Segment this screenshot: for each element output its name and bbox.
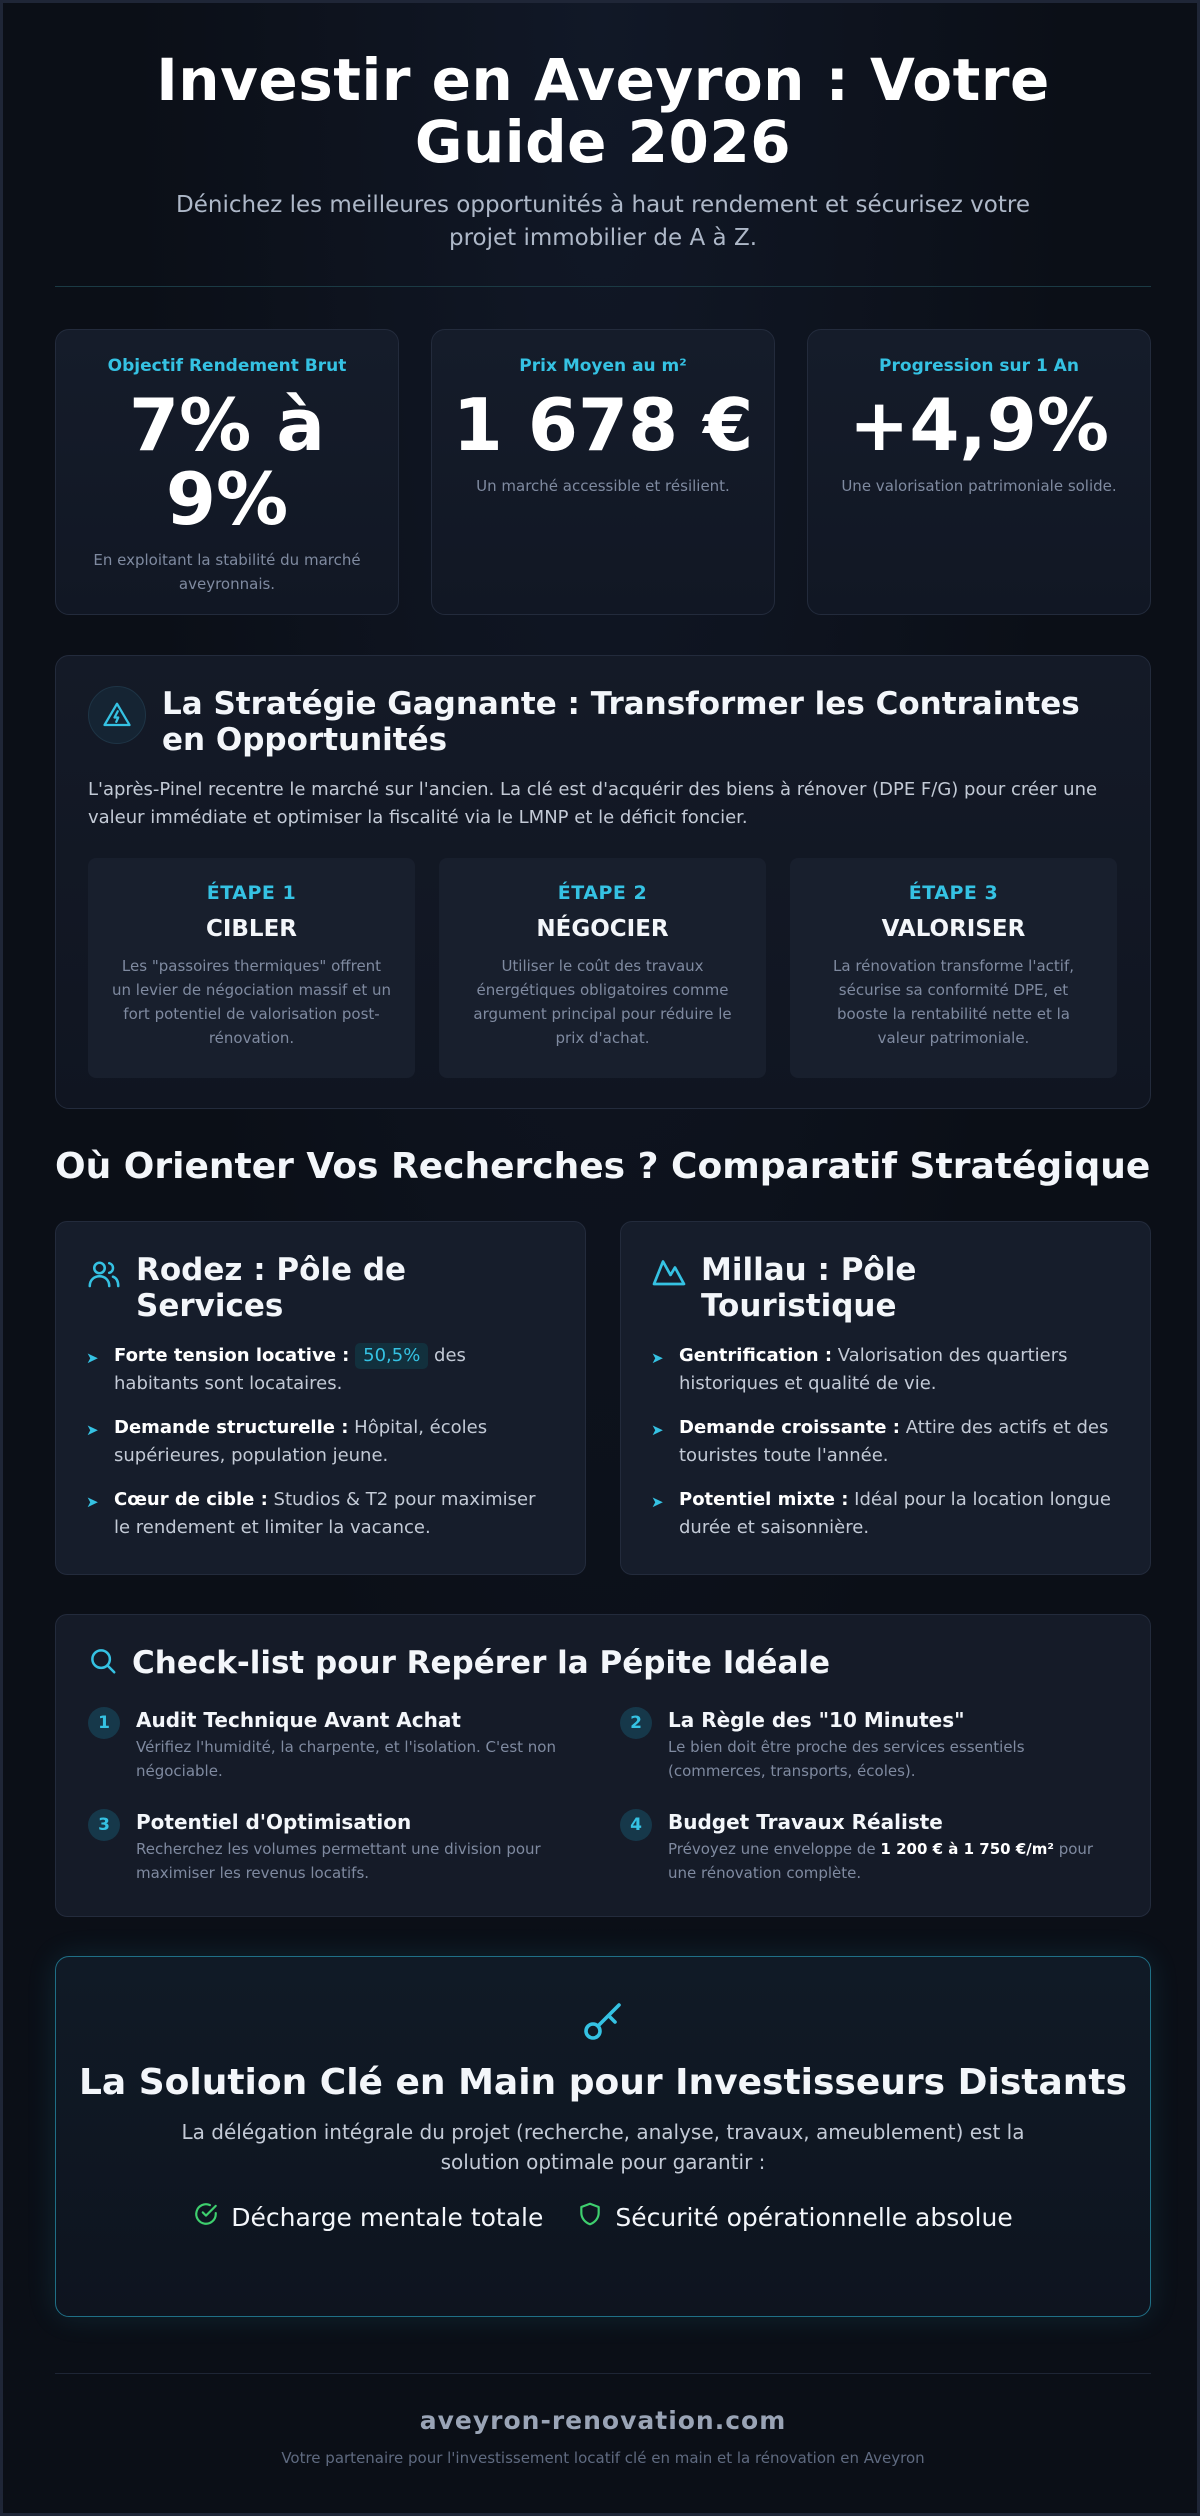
footer-site-link[interactable]: aveyron-renovation.com xyxy=(419,2406,787,2435)
step-text: Utiliser le coût des travaux énergétiques obligatoires comme argument principal pour réduire le prix d'achat. xyxy=(473,957,732,1047)
warning-bolt-icon xyxy=(88,686,146,744)
arrow-icon: ➤ xyxy=(86,1493,99,1511)
mountain-icon xyxy=(651,1252,687,1294)
footer xyxy=(55,2406,1151,2467)
arrow-icon: ➤ xyxy=(651,1493,664,1511)
zones-title: Où Orienter Vos Recherches ? Comparatif Stratégique xyxy=(55,1146,1151,1187)
check-circle-icon xyxy=(193,2201,219,2233)
item-title: La Règle des "10 Minutes" xyxy=(668,1708,965,1732)
highlight-badge: 50,5% xyxy=(355,1343,428,1369)
step-text: Les "passoires thermiques" offrent un levier de négociation massif et un fort potentiel de valorisation post-rénovation. xyxy=(112,957,391,1047)
strategy-card xyxy=(55,655,1151,1109)
solution-title: La Solution Clé en Main pour Investisseurs Distants xyxy=(78,2062,1128,2103)
page-subtitle: Dénichez les meilleures opportunités à haut rendement et sécurisez votre projet immobilier de A à Z. xyxy=(176,192,1030,251)
checklist-item xyxy=(88,1707,620,1783)
step-title: VALORISER xyxy=(881,916,1026,942)
zone-card-rodez xyxy=(55,1221,586,1575)
item-text: Vérifiez l'humidité, la charpente, et l'isolation. C'est non négociable. xyxy=(136,1738,556,1780)
item-number: 2 xyxy=(620,1707,652,1739)
item-text: Prévoyez une enveloppe de 1 200 € à 1 750 €/m² pour une rénovation complète. xyxy=(668,1840,1094,1882)
strategy-intro: L'après-Pinel recentre le marché sur l'ancien. La clé est d'acquérir des biens à rénover (DPE F/G) pour créer une valeur immédiate et optimiser la fiscalité via le LMNP et le déficit foncier. xyxy=(88,779,1098,828)
footer-tagline: Votre partenaire pour l'investissement locatif clé en main et la rénovation en Aveyron xyxy=(281,2449,925,2467)
step-card xyxy=(790,858,1117,1078)
strategy-steps xyxy=(88,858,1118,1078)
stats-row xyxy=(55,329,1151,615)
step-card xyxy=(88,858,415,1078)
step-text: La rénovation transforme l'actif, sécurise sa conformité DPE, et booste la rentabilité nette et la valeur patrimoniale. xyxy=(833,957,1074,1047)
item-text: Recherchez les volumes permettant une division pour maximiser les revenus locatifs. xyxy=(136,1840,541,1882)
stat-label: Progression sur 1 An xyxy=(879,356,1079,376)
key-icon xyxy=(579,2030,627,2049)
step-title: CIBLER xyxy=(205,916,298,942)
checklist-card xyxy=(55,1614,1151,1917)
stat-card-price xyxy=(431,329,775,615)
step-title: NÉGOCIER xyxy=(536,916,669,942)
list-item: ➤ Cœur de cible : Studios & T2 pour maximiser le rendement et limiter la vacance. xyxy=(86,1486,555,1542)
hero xyxy=(55,46,1151,255)
zone-title: Millau : Pôle Touristique xyxy=(701,1252,917,1324)
zones-row xyxy=(55,1221,1151,1575)
users-icon xyxy=(86,1252,122,1296)
arrow-icon: ➤ xyxy=(86,1421,99,1439)
checklist-item xyxy=(88,1809,620,1885)
solution-card xyxy=(55,1956,1151,2317)
stat-value: 1 678 € xyxy=(452,383,754,467)
search-icon xyxy=(88,1646,118,1680)
stat-note: En exploitant la stabilité du marché aveyronnais. xyxy=(93,551,361,593)
list-item: ➤ Potentiel mixte : Idéal pour la location longue durée et saisonnière. xyxy=(651,1486,1120,1542)
page-title: Investir en Aveyron : Votre Guide 2026 xyxy=(156,46,1050,176)
checklist-title: Check-list pour Repérer la Pépite Idéale xyxy=(132,1645,831,1681)
stat-label: Prix Moyen au m² xyxy=(519,356,687,376)
item-title: Potentiel d'Optimisation xyxy=(136,1810,412,1834)
list-item: ➤ Forte tension locative : 50,5% des habitants sont locataires. xyxy=(86,1342,555,1398)
divider xyxy=(55,2373,1151,2374)
benefit-label: Décharge mentale totale xyxy=(231,2202,544,2232)
list-item: ➤ Demande structurelle : Hôpital, écoles supérieures, population jeune. xyxy=(86,1414,555,1470)
step-number: ÉTAPE 1 xyxy=(206,882,297,904)
step-number: ÉTAPE 3 xyxy=(908,882,999,904)
step-number: ÉTAPE 2 xyxy=(557,882,648,904)
solution-text: La délégation intégrale du projet (recherche, analyse, travaux, ameublement) est la solution optimale pour garantir : xyxy=(181,2120,1025,2174)
stat-card-yield xyxy=(55,329,399,615)
item-title: Budget Travaux Réaliste xyxy=(668,1810,943,1834)
arrow-icon: ➤ xyxy=(86,1349,99,1367)
stat-label: Objectif Rendement Brut xyxy=(107,356,347,376)
arrow-icon: ➤ xyxy=(651,1421,664,1439)
item-number: 3 xyxy=(88,1809,120,1841)
zone-title: Rodez : Pôle de Services xyxy=(136,1252,407,1324)
item-title: Audit Technique Avant Achat xyxy=(136,1708,461,1732)
step-card xyxy=(439,858,766,1078)
stat-value: +4,9% xyxy=(848,383,1109,467)
stat-note: Un marché accessible et résilient. xyxy=(476,477,730,495)
benefit-item xyxy=(193,2201,543,2233)
zone-card-millau xyxy=(620,1221,1151,1575)
arrow-icon: ➤ xyxy=(651,1349,664,1367)
shield-icon xyxy=(577,2201,603,2233)
checklist-item xyxy=(620,1809,1120,1885)
stat-value: 7% à 9% xyxy=(129,383,325,541)
stat-note: Une valorisation patrimoniale solide. xyxy=(841,477,1117,495)
stat-card-growth xyxy=(807,329,1151,615)
benefit-label: Sécurité opérationnelle absolue xyxy=(615,2202,1013,2232)
divider xyxy=(55,286,1151,287)
item-number: 4 xyxy=(620,1809,652,1841)
benefit-item xyxy=(577,2201,1012,2233)
item-text: Le bien doit être proche des services essentiels (commerces, transports, écoles). xyxy=(668,1738,1025,1780)
strategy-title: La Stratégie Gagnante : Transformer les Contraintes en Opportunités xyxy=(162,686,1080,758)
item-number: 1 xyxy=(88,1707,120,1739)
checklist-item xyxy=(620,1707,1120,1783)
list-item: ➤ Gentrification : Valorisation des quartiers historiques et qualité de vie. xyxy=(651,1342,1120,1398)
list-item: ➤ Demande croissante : Attire des actifs et des touristes toute l'année. xyxy=(651,1414,1120,1470)
